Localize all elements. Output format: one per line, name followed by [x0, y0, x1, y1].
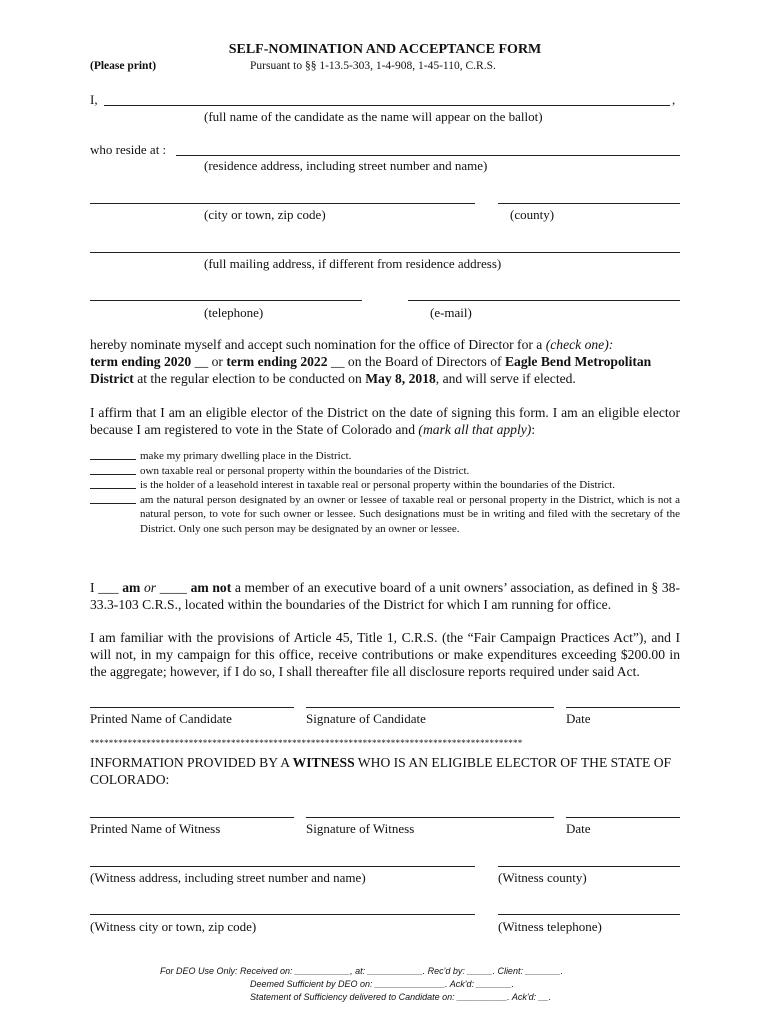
option-row [90, 449, 680, 464]
witness-date-label: Date [566, 821, 591, 836]
city-zip-field[interactable] [90, 203, 475, 204]
city-caption: (city or town, zip code) [204, 207, 326, 222]
deo-sufficient-line: Deemed Sufficient by DEO on: ______________. Ack'd: _______. [250, 979, 515, 989]
nomination-paragraph [90, 336, 680, 387]
deo-received-line: For DEO Use Only: Received on: ___________, at: ___________. Rec'd by: _____. Client: _______. [160, 966, 563, 976]
witness-heading-a: INFORMATION PROVIDED BY A [90, 755, 293, 770]
witness-city-field[interactable] [90, 914, 475, 915]
option-blank[interactable] [90, 493, 136, 504]
nomination-text-1: hereby nominate myself and accept such nomination for the office of Director for a [90, 337, 546, 352]
county-field[interactable] [498, 203, 680, 204]
witness-county-field[interactable] [498, 866, 680, 867]
candidate-printed-name-field[interactable] [90, 707, 294, 708]
form-title: SELF-NOMINATION AND ACCEPTANCE FORM [228, 42, 542, 57]
am-blank[interactable]: ___ [98, 580, 119, 595]
candidate-date-label: Date [566, 711, 591, 726]
witness-printed-name-field[interactable] [90, 817, 294, 818]
residence-address-field[interactable] [176, 155, 680, 156]
witness-heading-b: WITNESS [292, 755, 355, 770]
hoa-text: a member of an executive board of a unit owners’ association, as defined in § 38-33.3-103 C.R.S., located within the boundaries of the District for which I am running for office. [90, 580, 680, 612]
telephone-caption: (telephone) [204, 305, 264, 320]
witness-signature-label: Signature of Witness [306, 821, 415, 836]
email-field[interactable] [408, 300, 680, 301]
hoa-paragraph [90, 579, 680, 613]
am-label: am [118, 580, 144, 595]
deo-statement-line: Statement of Sufficiency delivered to Candidate on: __________. Ack'd: __. [250, 992, 552, 1002]
full-name-caption: (full name of the candidate as the name will appear on the ballot) [204, 109, 543, 124]
option-blank[interactable] [90, 478, 136, 489]
election-date: May 8, 2018 [365, 371, 436, 386]
nomination-text-4: , and will serve if elected. [435, 371, 576, 386]
mailing-caption: (full mailing address, if different from residence address) [204, 256, 502, 271]
hoa-i: I [90, 580, 99, 595]
nomination-text-2: on the Board of Directors of [344, 354, 505, 369]
separator-line: ******************************************************************************************** [90, 738, 523, 748]
term-2020-blank[interactable]: __ [194, 354, 209, 369]
witness-date-field[interactable] [566, 817, 680, 818]
witness-address-field[interactable] [90, 866, 475, 867]
option-row [90, 478, 680, 493]
witness-city-label: (Witness city or town, zip code) [90, 919, 257, 934]
witness-heading [90, 754, 680, 788]
am-not-blank[interactable]: ____ [159, 580, 187, 595]
mailing-address-field[interactable] [90, 252, 680, 253]
option-row [90, 493, 680, 537]
option-text: is the holder of a leasehold interest in taxable real or personal property within the boundaries of the District. [140, 479, 615, 492]
candidate-date-field[interactable] [566, 707, 680, 708]
witness-printed-name-label: Printed Name of Witness [90, 821, 221, 836]
term-2020-label: term ending 2020 [90, 354, 192, 369]
option-row [90, 464, 680, 479]
candidate-signature-field[interactable] [306, 707, 554, 708]
option-text: own taxable real or personal property within the boundaries of the District. [140, 464, 470, 477]
term-2022-blank[interactable]: __ [330, 354, 345, 369]
email-caption: (e-mail) [430, 305, 472, 320]
county-caption: (county) [510, 207, 555, 222]
reside-label: who reside at : [90, 142, 167, 157]
affirm-text: I affirm that I am an eligible elector of the District on the date of signing this form. I am an eligible elector because I am registered to vote in the State of Colorado and [90, 405, 680, 437]
term-2022-label: term ending 2022 [226, 354, 328, 369]
statute-reference: Pursuant to §§ 1-13.5-303, 1-4-908, 1-45-110, C.R.S. [250, 60, 496, 72]
i-suffix: , [672, 92, 676, 107]
option-blank[interactable] [90, 464, 136, 475]
nomination-text-3: at the regular election to be conducted on [133, 371, 366, 386]
option-blank[interactable] [90, 449, 136, 460]
candidate-printed-name-label: Printed Name of Candidate [90, 711, 232, 726]
candidate-signature-label: Signature of Candidate [306, 711, 426, 726]
telephone-field[interactable] [90, 300, 362, 301]
am-not-label: am not [186, 580, 232, 595]
i-prefix: I, [90, 92, 98, 107]
campaign-paragraph: I am familiar with the provisions of Article 45, Title 1, C.R.S. (the “Fair Campaign Practices Act”), and I will not, in my campaign for this office, receive contributions or make expenditures exceeding $200.00 in the aggregate; however, if I do so, I shall thereafter file all disclosure reports required under said Act. [90, 630, 680, 679]
mark-all-note: (mark all that apply) [418, 422, 532, 437]
eligibility-checklist [90, 449, 680, 537]
affirm-end: : [531, 422, 536, 437]
option-text: am the natural person designated by an owner or lessee of taxable real or personal property in the District, which is not a natural person, to vote for such owner or lessee. Such designations must be in writing and filed with the secretary of the District. Only one such person may be designated by an owner or lessee. [140, 493, 680, 535]
affirm-paragraph [90, 404, 680, 438]
check-one-note: (check one): [545, 337, 614, 352]
or-label: or [144, 580, 160, 595]
witness-address-label: (Witness address, including street number and name) [90, 870, 366, 885]
district-name: Eagle Bend Metropolitan District [90, 354, 652, 386]
option-text: make my primary dwelling place in the District. [140, 450, 352, 462]
witness-heading-c: WHO IS AN ELIGIBLE ELECTOR OF THE STATE OF COLORADO: [90, 755, 672, 787]
candidate-name-field[interactable] [104, 105, 670, 106]
witness-telephone-field[interactable] [498, 914, 680, 915]
or-text: or [208, 354, 227, 369]
witness-county-label: (Witness county) [498, 870, 587, 885]
witness-signature-field[interactable] [306, 817, 554, 818]
please-print-note: (Please print) [90, 60, 157, 72]
witness-telephone-label: (Witness telephone) [498, 919, 602, 934]
residence-caption: (residence address, including street number and name) [204, 158, 488, 173]
